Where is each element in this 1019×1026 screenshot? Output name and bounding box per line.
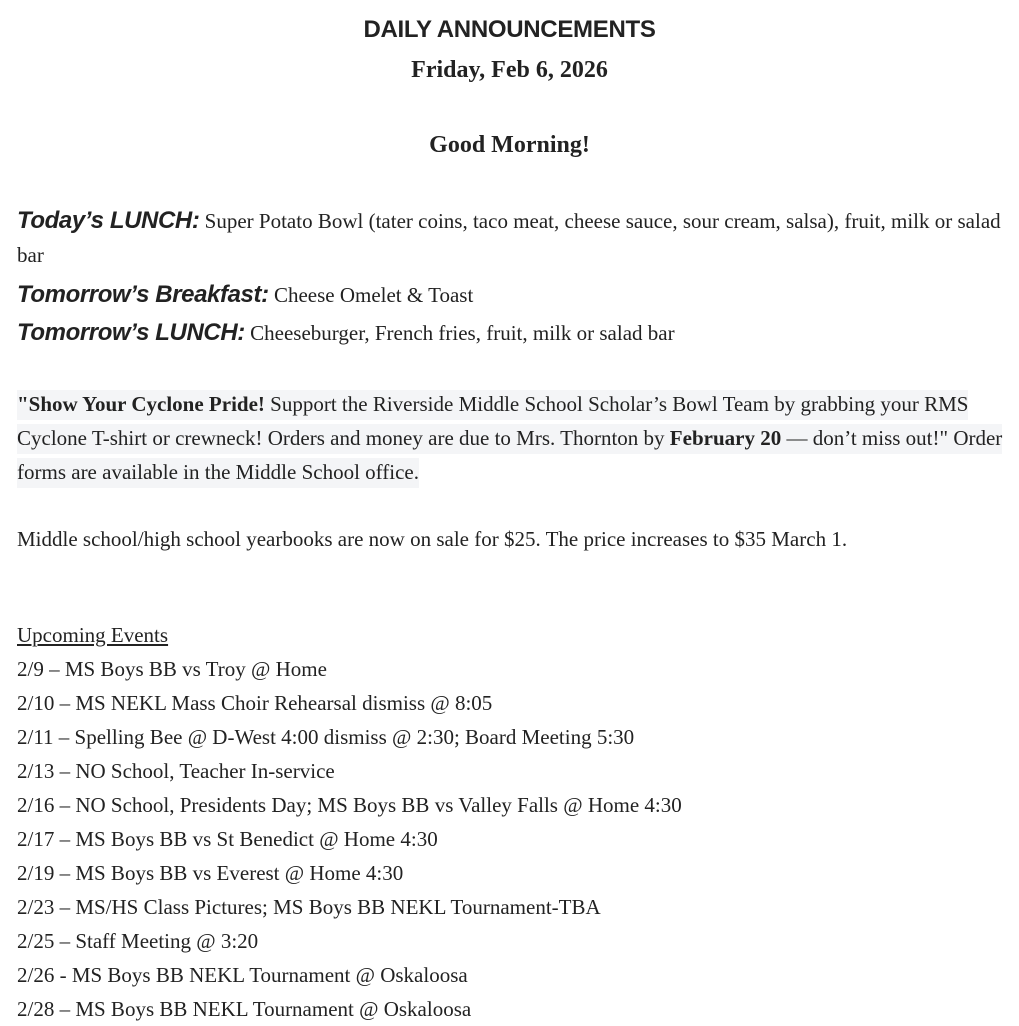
promo-body-1: Support the Riverside Middle School Scholar’s Bowl Team by grabbing your RMS Cyclone T-shirt or crewneck! Orders and money are due to Mrs. Thornton by: [17, 392, 969, 450]
page-title: DAILY ANNOUNCEMENTS: [363, 16, 656, 43]
cyclone-pride-announcement: [17, 387, 1007, 489]
event-item: 2/19 – MS Boys BB vs Everest @ Home 4:30: [17, 861, 404, 885]
promo-deadline: February 20: [669, 426, 782, 450]
event-item: 2/25 – Staff Meeting @ 3:20: [17, 929, 259, 953]
tomorrows-lunch: [17, 316, 1007, 350]
tomorrows-breakfast: [17, 278, 1007, 312]
promo-highlight: [17, 390, 1002, 488]
promo-headline: "Show Your Cyclone Pride!: [17, 392, 265, 416]
event-item: 2/28 – MS Boys BB NEKL Tournament @ Oskaloosa: [17, 997, 472, 1021]
todays-lunch-text: Super Potato Bowl (tater coins, taco meat, cheese sauce, sour cream, salsa), fruit, milk or salad bar: [17, 209, 1001, 267]
announcement-date: Friday, Feb 6, 2026: [411, 57, 608, 83]
todays-lunch-label: Today’s LUNCH:: [17, 207, 200, 234]
event-item: 2/11 – Spelling Bee @ D-West 4:00 dismiss @ 2:30; Board Meeting 5:30: [17, 725, 635, 749]
todays-lunch: [17, 204, 1007, 272]
tomorrows-lunch-text: Cheeseburger, French fries, fruit, milk or salad bar: [244, 321, 675, 345]
tomorrows-breakfast-label: Tomorrow’s Breakfast:: [17, 281, 269, 308]
greeting: Good Morning!: [429, 132, 590, 158]
upcoming-events: [17, 618, 1007, 1026]
events-heading: Upcoming Events: [17, 623, 169, 647]
event-item: 2/13 – NO School, Teacher In-service: [17, 759, 335, 783]
yearbook-announcement: Middle school/high school yearbooks are now on sale for $25. The price increases to $35 March 1.: [17, 527, 848, 551]
promo-body-2: — don’t miss out!" Order forms are available in the Middle School office.: [17, 426, 1003, 484]
event-item: 2/10 – MS NEKL Mass Choir Rehearsal dismiss @ 8:05: [17, 691, 493, 715]
tomorrows-breakfast-text: Cheese Omelet & Toast: [268, 283, 474, 307]
event-item: 2/23 – MS/HS Class Pictures; MS Boys BB NEKL Tournament-TBA: [17, 895, 601, 919]
event-item: 2/26 - MS Boys BB NEKL Tournament @ Oskaloosa: [17, 963, 468, 987]
event-item: 2/16 – NO School, Presidents Day; MS Boys BB vs Valley Falls @ Home 4:30: [17, 793, 682, 817]
event-item: 2/17 – MS Boys BB vs St Benedict @ Home 4:30: [17, 827, 438, 851]
tomorrows-lunch-label: Tomorrow’s LUNCH:: [17, 319, 245, 346]
event-item: 2/9 – MS Boys BB vs Troy @ Home: [17, 657, 327, 681]
